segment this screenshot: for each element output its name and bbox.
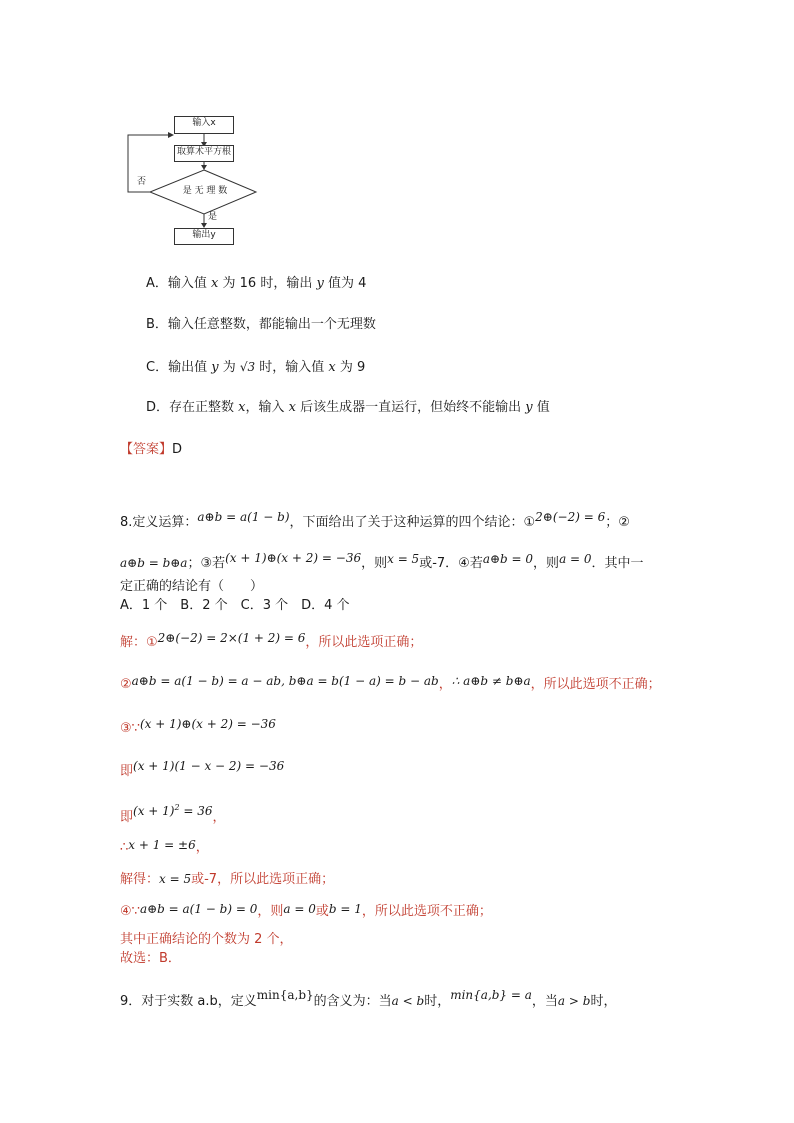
flowchart-yes-label: 是 xyxy=(208,212,218,222)
q8-solution-1: 解：①2⊕(−2) = 2×(1 + 2) = 6，所以此选项正确； xyxy=(120,631,423,650)
flowchart-process-box xyxy=(174,145,234,162)
flowchart-decision-label: 是 无 理 数 xyxy=(182,186,228,196)
q8-solution-4: 即(x + 1)(1 − x − 2) = −36 xyxy=(120,759,285,779)
q9-stem: 9．对于实数 a.b，定义min{a,b}的含义为：当a < b时，min{a,b} = a，当a > b时， xyxy=(120,988,617,1009)
flowchart-output-box xyxy=(174,228,234,245)
q8-choices: A．1 个 B．2 个 C．3 个 D．4 个 xyxy=(120,598,350,613)
answer-value: D xyxy=(172,442,183,457)
flowchart-output-label: 输出y xyxy=(192,230,216,240)
q8-solution-5: 即$(x + 1)^2 = 36$， xyxy=(120,803,226,825)
flowchart-input-label: 输入x xyxy=(192,118,216,128)
q7-option-c: C．输出值 y 为 √3 时，输入值 x 为 9 xyxy=(146,360,366,375)
q8-solution-6: ∴x + 1 = ±6， xyxy=(120,838,209,855)
q8-solution-8: ④∵a⊕b = a(1 − b) = 0，则a = 0或b = 1，所以此选项不正确； xyxy=(120,902,492,919)
q8-stem-line1: 8.定义运算：a⊕b = a(1 − b)，下面给出了关于这种运算的四个结论：①2⊕(−2) = 6；② xyxy=(120,510,630,530)
q8-solution-9: 其中正确结论的个数为 2 个， xyxy=(120,932,293,947)
q8-solution-3: ③∵(x + 1)⊕(x + 2) = −36 xyxy=(120,717,276,736)
q8-stem-line2: a⊕b = b⊕a；③若(x + 1)⊕(x + 2) = −36，则x = 5或-7．④若a⊕b = 0，则a = 0．其中一 xyxy=(120,551,644,571)
q7-option-a: A．输入值 x 为 16 时，输出 y 值为 4 xyxy=(146,276,367,291)
q7-answer xyxy=(120,441,182,459)
flowchart-input-box xyxy=(174,116,234,134)
q8-solution-2: ②a⊕b = a(1 − b) = a − ab, b⊕a = b(1 − a) = b − ab，∴ a⊕b ≠ b⊕a，所以此选项不正确； xyxy=(120,674,661,692)
q8-solution-10: 故选：B． xyxy=(120,951,181,966)
flowchart-process-label: 取算术平方根 xyxy=(176,147,231,157)
q8-stem-line3: 定正确的结论有（ ） xyxy=(120,579,264,594)
q7-option-b: B．输入任意整数，都能输出一个无理数 xyxy=(146,317,376,332)
flowchart xyxy=(120,108,280,248)
q8-solution-7: 解得：x = 5或-7，所以此选项正确； xyxy=(120,872,335,887)
q7-option-d: D．存在正整数 x，输入 x 后该生成器一直运行，但始终不能输出 y 值 xyxy=(146,400,550,415)
flowchart-no-label: 否 xyxy=(137,177,147,187)
answer-label: 【答案】 xyxy=(120,442,173,457)
